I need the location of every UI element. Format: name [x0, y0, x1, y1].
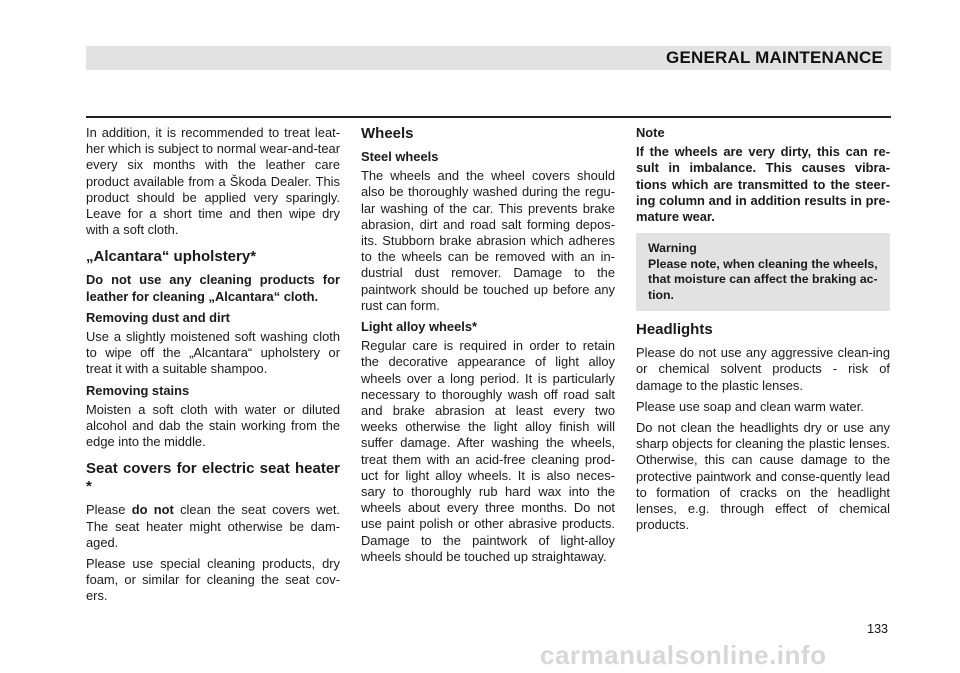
- headlights-paragraph-1: Please do not use any aggressive clean-ing or chemical solvent products - risk of damage to the plastic lenses.: [636, 345, 890, 393]
- steel-wheels-heading: Steel wheels: [361, 149, 439, 164]
- column-left: [86, 125, 340, 610]
- leather-intro-paragraph: In addition, it is recommended to treat leat-her which is subject to normal wear-and-tear every six months with the leather care product available from a Škoda Dealer. This product should be applied very sparingly. Leave for a short time and then wipe dry with a soft cloth.: [86, 125, 340, 238]
- column-middle: [361, 125, 615, 570]
- alloy-wheels-paragraph: Regular care is required in order to retain the decorative appearance of light alloy wheels over a long period. It is particularly necessary to thoroughly wash off road salt and brake abrasion at least every two weeks otherwise the light alloy finish will suffer damage. After washing the wheels, treat them with an acid-free cleaning prod-uct for light alloy wheels. It is also neces-sary to thoroughly rub hard wax into the wheels about every three months. Do not use paint polish or other abrasive products. Damage to the paintwork of light-alloy wheels should be touched up straightaway.: [361, 338, 615, 564]
- wheels-heading: Wheels: [361, 125, 414, 142]
- seat-covers-paragraph-2: Please use special cleaning products, dry foam, or similar for cleaning the seat cov-ers.: [86, 556, 340, 604]
- watermark: carmanualsonline.info: [540, 640, 827, 670]
- seat-text-do-not: do not: [131, 502, 174, 518]
- steel-wheels-paragraph: The wheels and the wheel covers should also be thoroughly washed during the regu-lar washing of the car. This prevents brake abrasion, dirt and road salt forming depos-its. Stubborn brake abrasion which adheres to the wheels can be removed with an in-dustrial dust remover. Damage to the paintwork should be touched up before any rust can form.: [361, 168, 615, 313]
- removing-stains-paragraph: Moisten a soft cloth with water or diluted alcohol and dab the stain working from the edge into the middle.: [86, 401, 340, 450]
- alcantara-heading: „Alcantara“ upholstery*: [86, 248, 257, 266]
- headlights-paragraph-2: Please use soap and clean warm water.: [636, 398, 864, 414]
- warning-box: [636, 233, 890, 311]
- alcantara-warning-paragraph: Do not use any cleaning products for leather for cleaning „Alcantara“ cloth.: [86, 272, 340, 304]
- removing-stains-heading: Removing stains: [86, 382, 190, 398]
- header-divider: [86, 116, 891, 118]
- section-title: GENERAL MAINTENANCE: [666, 48, 883, 67]
- seat-text-pre: Please: [86, 502, 132, 518]
- warning-title: Warning: [648, 241, 697, 256]
- removing-dust-paragraph: Use a slightly moistened soft washing cloth to wipe off the „Alcantara“ upholstery or treat it with a suitable shampoo.: [86, 329, 340, 377]
- headlights-paragraph-3: Do not clean the headlights dry or use any sharp objects for cleaning the plastic lenses. Otherwise, this can cause damage to the protective paintwork and conse-quently lead to formation of cracks on the headlight lenses, e.g. through effect of chemical products.: [636, 420, 890, 533]
- seat-covers-paragraph: [86, 502, 340, 551]
- seat-text-post: clean the seat covers wet. The seat heater might otherwise be dam-aged.: [86, 502, 341, 550]
- section-header-bar: [86, 46, 891, 70]
- removing-dust-heading: Removing dust and dirt: [86, 309, 230, 325]
- page-number: 133: [867, 622, 888, 636]
- seat-covers-heading: Seat covers for electric seat heater *: [86, 460, 340, 496]
- warning-text: Please note, when cleaning the wheels, that moisture can affect the braking ac-tion.: [648, 256, 878, 302]
- column-right: [636, 125, 890, 538]
- headlights-heading: Headlights: [636, 321, 713, 339]
- note-paragraph: If the wheels are very dirty, this can re-sult in imbalance. This causes vibra-tions which are transmitted to the steer-ing column and in addition results in pre-mature wear.: [636, 144, 890, 225]
- alloy-wheels-heading: Light alloy wheels*: [361, 319, 478, 335]
- note-heading: Note: [636, 125, 665, 140]
